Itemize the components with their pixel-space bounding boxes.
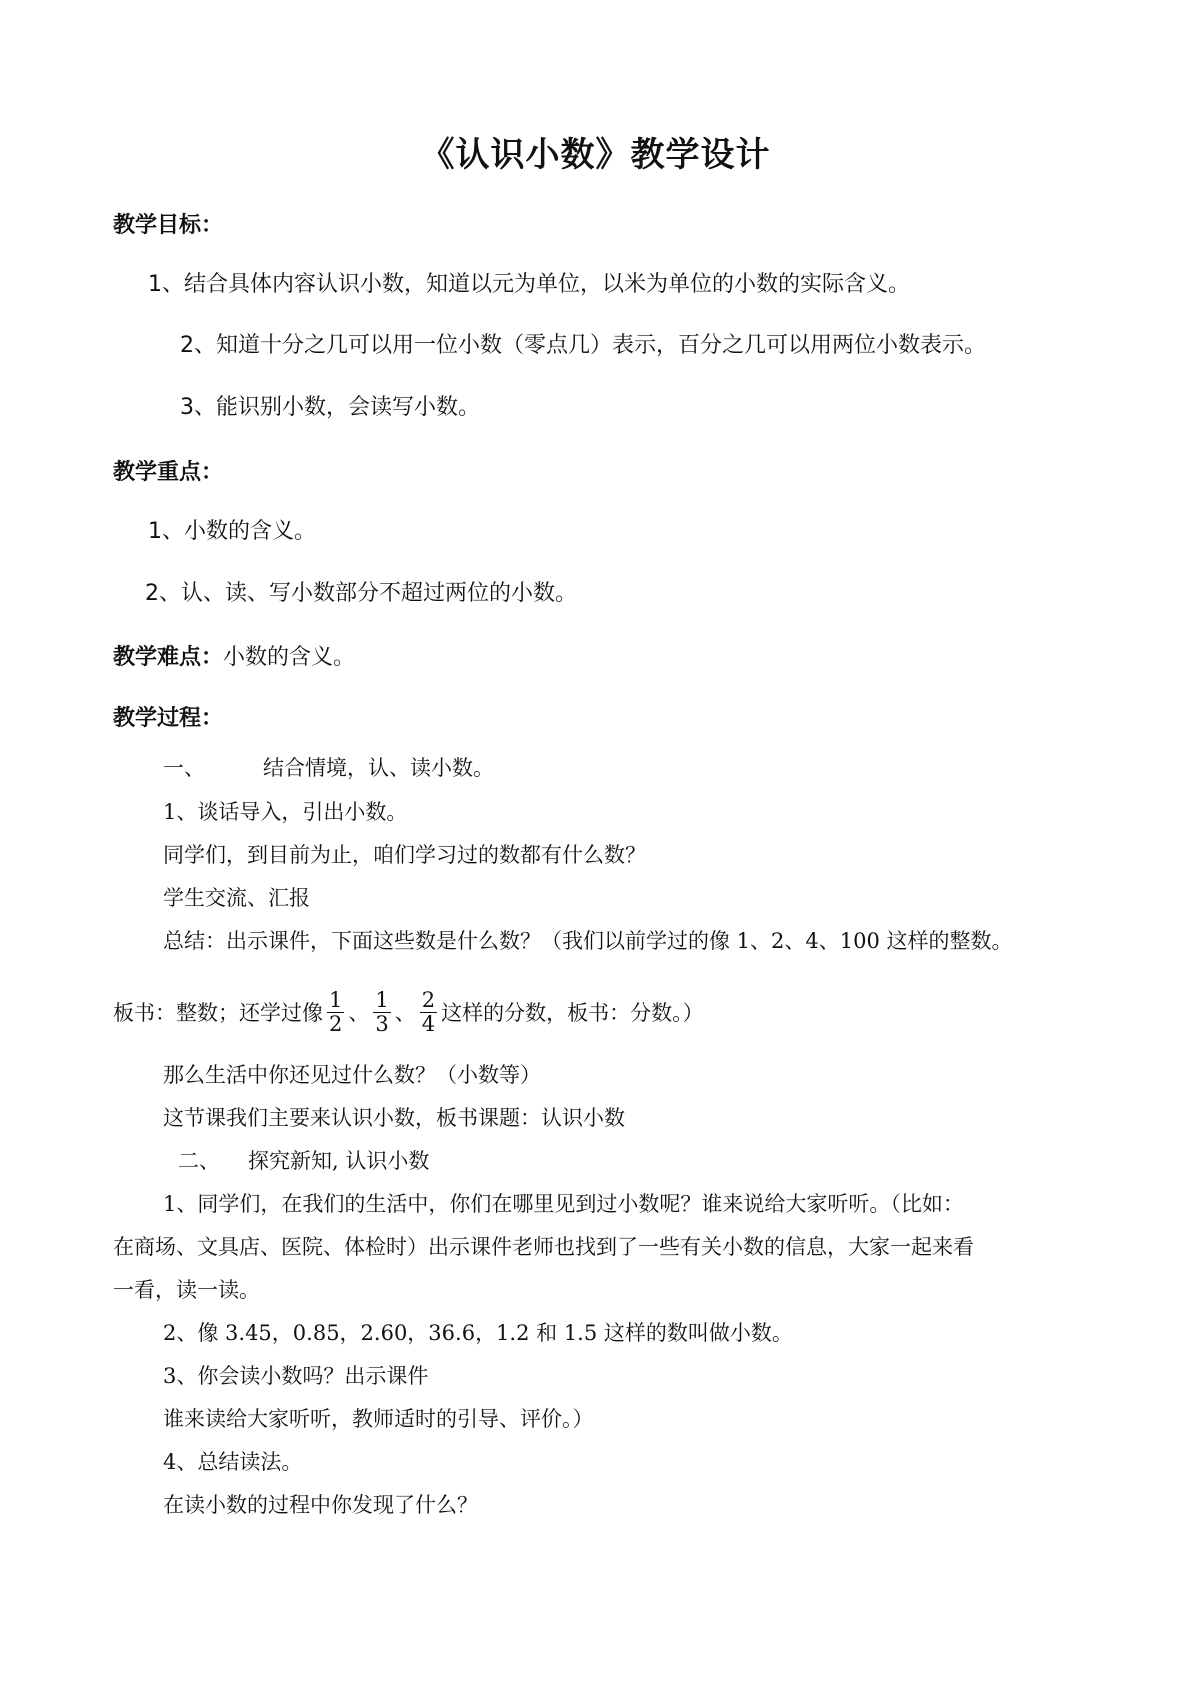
section-1-heading [163,752,494,782]
key-point-item-1: 1、小数的含义。 [148,519,316,544]
section-2-heading [178,1145,429,1175]
page-title: 《认识小数》教学设计 [420,135,771,175]
section-1-number: 一、 [163,756,205,780]
paragraph: 4、总结读法。 [163,1450,303,1474]
paragraph: 1、谈话导入，引出小数。 [163,800,408,824]
separator: 、 [348,1001,370,1025]
paragraph: 总结：出示课件，下面这些数是什么数？（我们以前学过的像 1、2、4、100 这样的整数。 [163,929,1013,953]
paragraph: 那么生活中你还见过什么数？（小数等） [163,1063,541,1087]
fraction-one-half: $\frac{1}{2}$ [329,988,343,1036]
paragraph: 这节课我们主要来认识小数，板书课题：认识小数 [163,1106,625,1130]
key-points-heading: 教学重点： [113,460,224,485]
paragraph: 3、你会读小数吗？出示课件 [163,1364,429,1388]
process-heading: 教学过程： [113,706,224,731]
fraction-line-prefix: 板书：整数；还学过像 [113,1001,323,1025]
fraction-line-suffix: 这样的分数，板书：分数。） [441,1001,704,1025]
section-2-title: 探究新知, 认识小数 [248,1149,430,1173]
separator: 、 [394,1001,416,1025]
objectives-heading: 教学目标： [113,213,224,238]
difficulty-text: 小数的含义。 [223,645,356,670]
paragraph: 学生交流、汇报 [163,886,310,910]
difficulty-line [113,640,355,671]
fraction-line [113,984,704,1040]
paragraph: 同学们，到目前为止，咱们学习过的数都有什么数？ [163,843,646,867]
paragraph: 1、同学们，在我们的生活中，你们在哪里见到过小数呢？谁来说给大家听听。（比如： [163,1192,964,1216]
difficulty-heading: 教学难点： [113,645,224,670]
section-2-number: 二、 [178,1149,220,1173]
section-1-title: 结合情境，认、读小数。 [263,756,494,780]
paragraph: 谁来读给大家听听，教师适时的引导、评价。） [163,1407,594,1431]
paragraph: 在商场、文具店、医院、体检时）出示课件老师也找到了一些有关小数的信息，大家一起来看 [113,1235,974,1259]
objective-item-2: 2、知道十分之几可以用一位小数（零点几）表示，百分之几可以用两位小数表示。 [180,333,986,358]
objective-item-3: 3、能识别小数，会读写小数。 [180,395,480,420]
objective-item-1: 1、结合具体内容认识小数，知道以元为单位，以米为单位的小数的实际含义。 [148,272,910,297]
paragraph: 一看，读一读。 [113,1278,260,1302]
paragraph: 2、像 3.45，0.85，2.60，36.6，1.2 和 1.5 这样的数叫做小数。 [163,1321,793,1345]
fraction-two-fourths: $\frac{2}{4}$ [421,988,436,1036]
paragraph: 在读小数的过程中你发现了什么？ [163,1493,478,1517]
fraction-one-third: $\frac{1}{3}$ [375,988,389,1036]
key-point-item-2: 2、认、读、写小数部分不超过两位的小数。 [145,581,577,606]
